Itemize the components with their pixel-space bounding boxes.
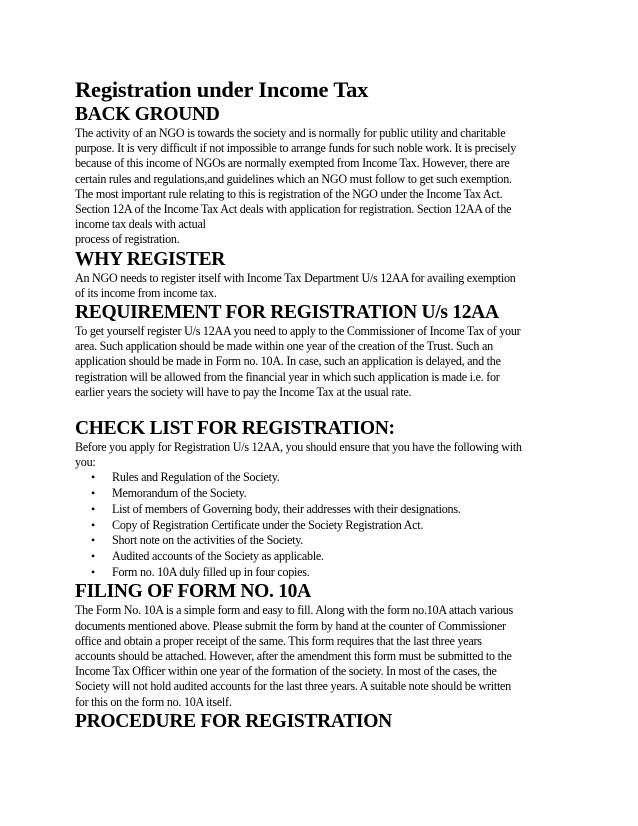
- paragraph-filing: [75, 603, 570, 709]
- text-line: registration will be allowed from the financial year in which such application is made i.e. for: [75, 369, 500, 384]
- text-line: income tax deals with actual: [75, 217, 206, 232]
- checklist-item-text: Form no. 10A duly filled up in four copies.: [112, 564, 310, 579]
- text-line: you:: [75, 455, 96, 470]
- bullet-icon: •: [91, 486, 95, 501]
- paragraph-why-register: [75, 271, 570, 301]
- text-line: process of registration.: [75, 232, 180, 247]
- text-line: The most important rule relating to this is registration of the NGO under the Income Tax Act.: [75, 186, 503, 201]
- heading-filing: FILING OF FORM NO. 10A: [75, 581, 311, 603]
- text-line: earlier years the society will have to pay the Income Tax at the usual rate.: [75, 384, 412, 399]
- text-line: Section 12A of the Income Tax Act deals with application for registration. Section 12AA of the: [75, 202, 512, 217]
- text-line: The activity of an NGO is towards the society and is normally for public utility and charitable: [75, 126, 506, 140]
- bullet-icon: •: [91, 564, 95, 579]
- text-line: purpose. It is very difficult if not impossible to arrange funds for such noble work. It is precisely: [75, 141, 517, 156]
- text-line: Before you apply for Registration U/s 12AA, you should ensure that you have the following with: [75, 440, 522, 455]
- paragraph-background: [75, 126, 570, 248]
- checklist-item-text: List of members of Governing body, their addresses with their designations.: [112, 501, 461, 516]
- document-title: Registration under Income Tax: [75, 77, 369, 102]
- checklist-item-text: Audited accounts of the Society as applicable.: [112, 548, 324, 563]
- bullet-icon: •: [91, 548, 95, 563]
- checklist-item: [91, 517, 570, 534]
- text-line: for this on the form no. 10A itself.: [75, 694, 232, 709]
- text-line: area. Such application should be made within one year of the creation of the Trust. Such an: [75, 339, 493, 354]
- bullet-icon: •: [91, 470, 95, 485]
- text-line: An NGO needs to register itself with Income Tax Department U/s 12AA for availing exemption: [75, 270, 516, 285]
- checklist-list: [75, 470, 570, 580]
- checklist-item-text: Short note on the activities of the Society.: [112, 533, 304, 548]
- bullet-icon: •: [91, 501, 95, 516]
- bullet-icon: •: [91, 517, 95, 532]
- text-line: documents mentioned above. Please submit the form by hand at the counter of Commissioner: [75, 618, 506, 633]
- checklist-item: [91, 470, 570, 486]
- text-line: Society will not hold audited accounts for the last three years. A suitable note should be written: [75, 679, 511, 694]
- checklist-item: [91, 533, 570, 549]
- paragraph-requirement: [75, 324, 570, 400]
- section-spacer: [75, 400, 570, 417]
- checklist-item: [91, 548, 570, 565]
- checklist-item-text: Copy of Registration Certificate under the Society Registration Act.: [112, 517, 424, 532]
- heading-why-register: WHY REGISTER: [75, 248, 226, 270]
- checklist-item-text: Rules and Regulation of the Society.: [112, 470, 280, 485]
- text-line: certain rules and regulations,and guidelines which an NGO must follow to get such exemption.: [75, 171, 512, 186]
- checklist-item: [91, 486, 570, 502]
- text-line: To get yourself register U/s 12AA you need to apply to the Commissioner of Income Tax of your: [75, 324, 521, 339]
- document-content: [75, 76, 570, 733]
- checklist-item: [91, 501, 570, 518]
- heading-checklist: CHECK LIST FOR REGISTRATION:: [75, 418, 395, 440]
- checklist-item: [91, 564, 570, 581]
- text-line: accounts should be attached. However, after the amendment this form must be submitted to the: [75, 648, 512, 663]
- text-line: because of this income of NGOs are normally exempted from Income Tax. However, there are: [75, 156, 510, 171]
- paragraph-checklist: [75, 440, 570, 470]
- heading-background: BACK GROUND: [75, 104, 220, 125]
- text-line: The Form No. 10A is a simple form and easy to fill. Along with the form no.10A attach various: [75, 603, 513, 618]
- bullet-icon: •: [91, 533, 95, 548]
- heading-procedure: PROCEDURE FOR REGISTRATION: [75, 710, 392, 732]
- checklist-item-text: Memorandum of the Society.: [112, 486, 247, 501]
- text-line: of its income from income tax.: [75, 285, 217, 300]
- text-line: office and obtain a proper receipt of the same. This form requires that the last three years: [75, 633, 482, 648]
- text-line: application should be made in Form no. 10A. In case, such an application is delayed, and the: [75, 354, 501, 369]
- text-line: Income Tax Officer within one year of the formation of the society. In most of the cases, the: [75, 664, 497, 679]
- heading-requirement: REQUIREMENT FOR REGISTRATION U/s 12AA: [75, 302, 499, 324]
